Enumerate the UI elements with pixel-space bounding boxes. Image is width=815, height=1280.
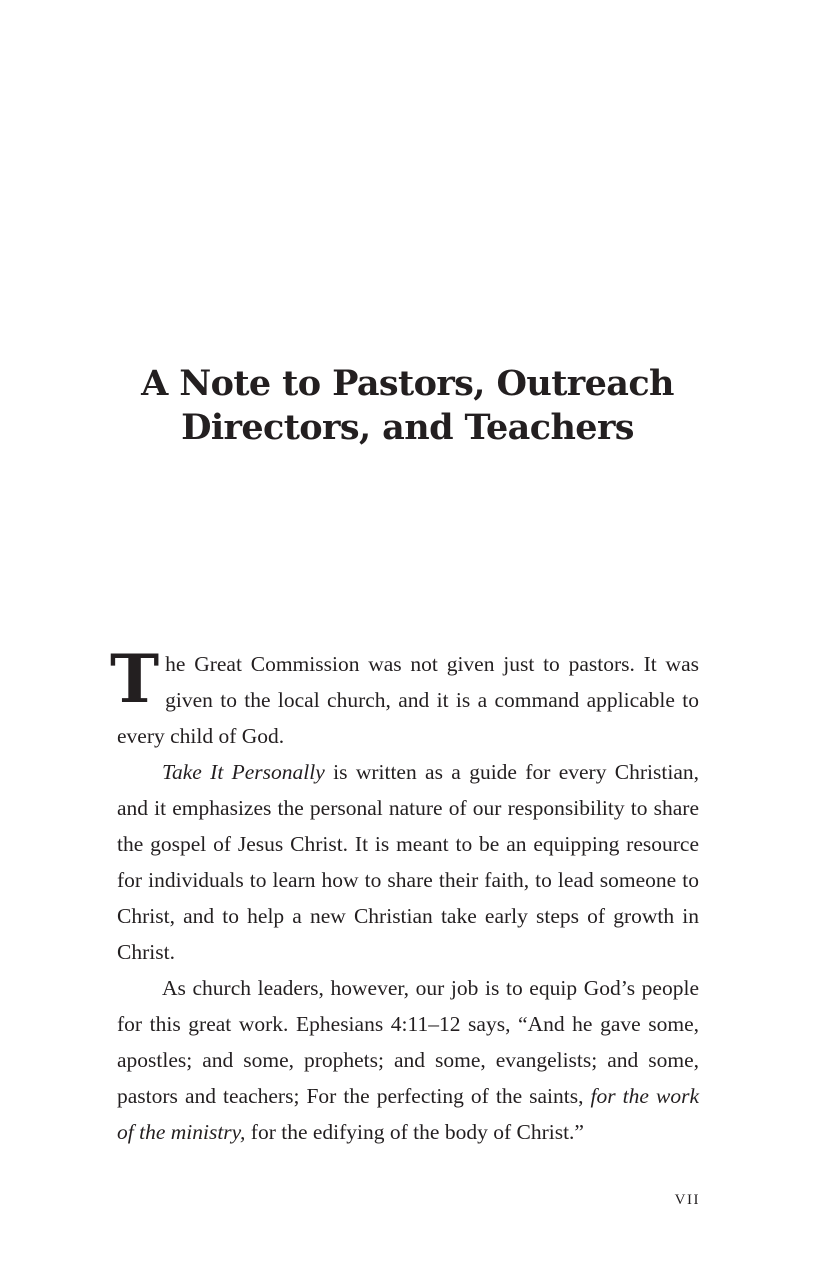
paragraph-2 <box>117 754 699 970</box>
paragraph-2-text: is written as a guide for every Christian, and it emphasizes the personal nature of our responsibility to share the gospel of Jesus Christ. It is meant to be an equipping resource for individuals to learn how to share their faith, to lead someone to Christ, and to help a new Christian take early steps of growth in Christ. <box>117 760 699 964</box>
drop-cap: T <box>110 640 160 718</box>
page-number: VII <box>674 1192 700 1208</box>
paragraph-1-text: he Great Commission was not given just to pastors. It was given to the local church, and it is a command applicable to every child of God. <box>117 652 699 748</box>
paragraph-3-text-after: for the edifying of the body of Christ.” <box>245 1120 584 1144</box>
title-line-2: Directors, and Teachers <box>181 407 634 448</box>
body-text <box>110 640 699 1150</box>
title-line-1: A Note to Pastors, Outreach <box>141 363 674 404</box>
chapter-title <box>0 362 815 450</box>
paragraph-3-italic: for the work of the ministry, <box>117 1084 699 1144</box>
paragraph-3 <box>117 970 699 1150</box>
book-title: Take It Personally <box>162 760 325 784</box>
paragraph-3-text-before: As church leaders, however, our job is to equip God’s people for this great work. Ephesians 4:11–12 says, “And he gave some, apostles; and some, prophets; and some, evangelists; and some, pastors and teachers; For the perfecting of the saints, <box>117 976 699 1108</box>
paragraph-1 <box>110 640 699 754</box>
